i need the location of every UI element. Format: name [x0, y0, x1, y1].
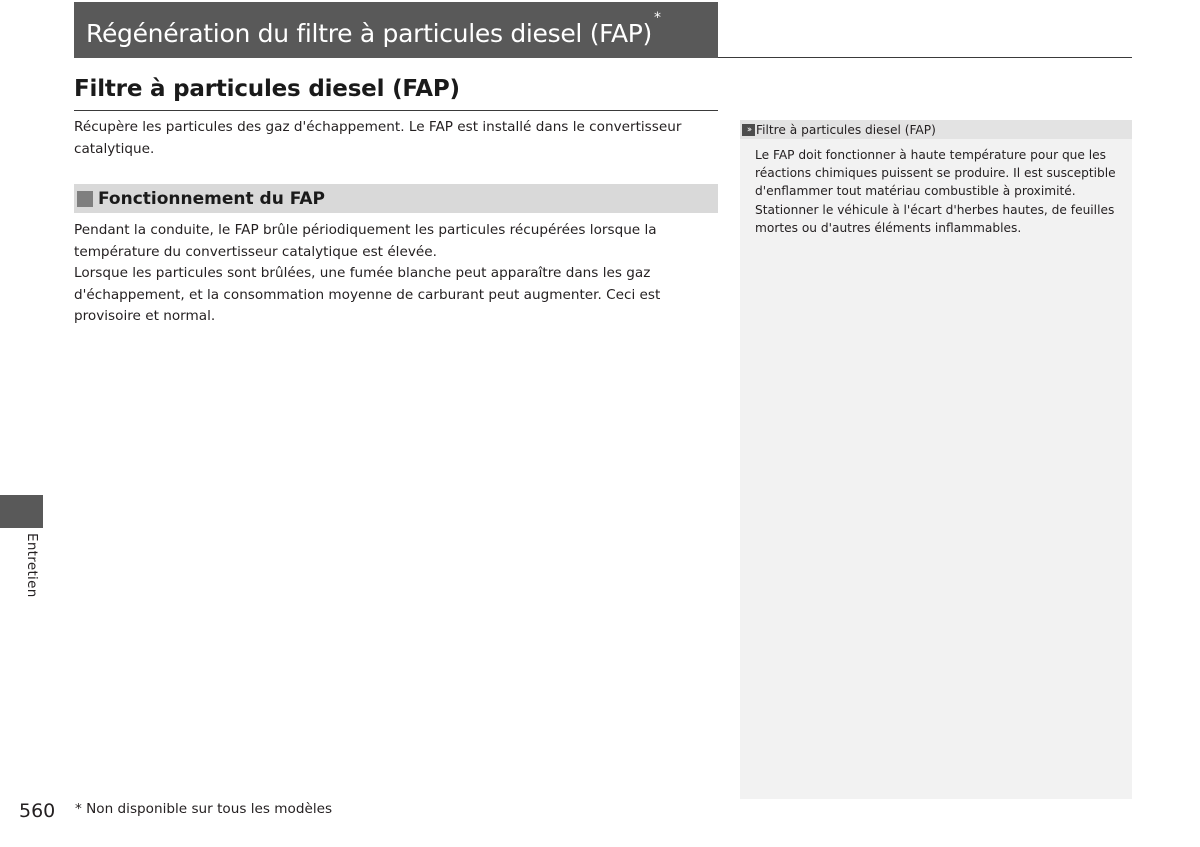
- body-paragraph-1: Pendant la conduite, le FAP brûle périodiquement les particules récupérées lorsque la température du convertisseur catalytique est élevée.: [74, 222, 657, 260]
- availability-asterisk: *: [653, 10, 661, 26]
- chapter-tab-label: Entretien: [24, 533, 40, 598]
- page-title: Régénération du filtre à particules diesel (FAP): [86, 18, 652, 48]
- side-note-panel: [740, 120, 1132, 799]
- subsection-heading: Fonctionnement du FAP: [98, 188, 326, 209]
- body-paragraph-2: Lorsque les particules sont brûlées, une fumée blanche peut apparaître dans les gaz d'échappement, et la consommation moyenne de carburant peut augmenter. Ceci est provisoire et normal.: [74, 265, 661, 324]
- side-note-title: Filtre à particules diesel (FAP): [756, 122, 936, 137]
- side-note-body: Le FAP doit fonctionner à haute température pour que les réactions chimiques puissent se produire. Il est susceptible d'enflammer tout matériau combustible à proximité. Stationner le véhicule à l'écart d'herbes hautes, de feuilles mortes ou d'autres éléments inflammables.: [755, 148, 1116, 235]
- subsection-body: [74, 220, 718, 328]
- intro-paragraph: Récupère les particules des gaz d'échappement. Le FAP est installé dans le convertisseur catalytique.: [74, 119, 682, 157]
- chapter-tab: [0, 495, 43, 528]
- section-heading: Filtre à particules diesel (FAP): [74, 76, 460, 102]
- title-rule: [718, 57, 1132, 58]
- side-note-header: [740, 120, 1132, 139]
- subsection-bar: [74, 184, 718, 213]
- section-divider: [74, 110, 718, 111]
- page-title-banner: [74, 2, 718, 58]
- footnote: * Non disponible sur tous les modèles: [75, 801, 333, 817]
- square-bullet-icon: [77, 191, 93, 207]
- page-number: 560: [19, 800, 56, 822]
- cross-reference-arrow-icon: ››: [742, 124, 755, 136]
